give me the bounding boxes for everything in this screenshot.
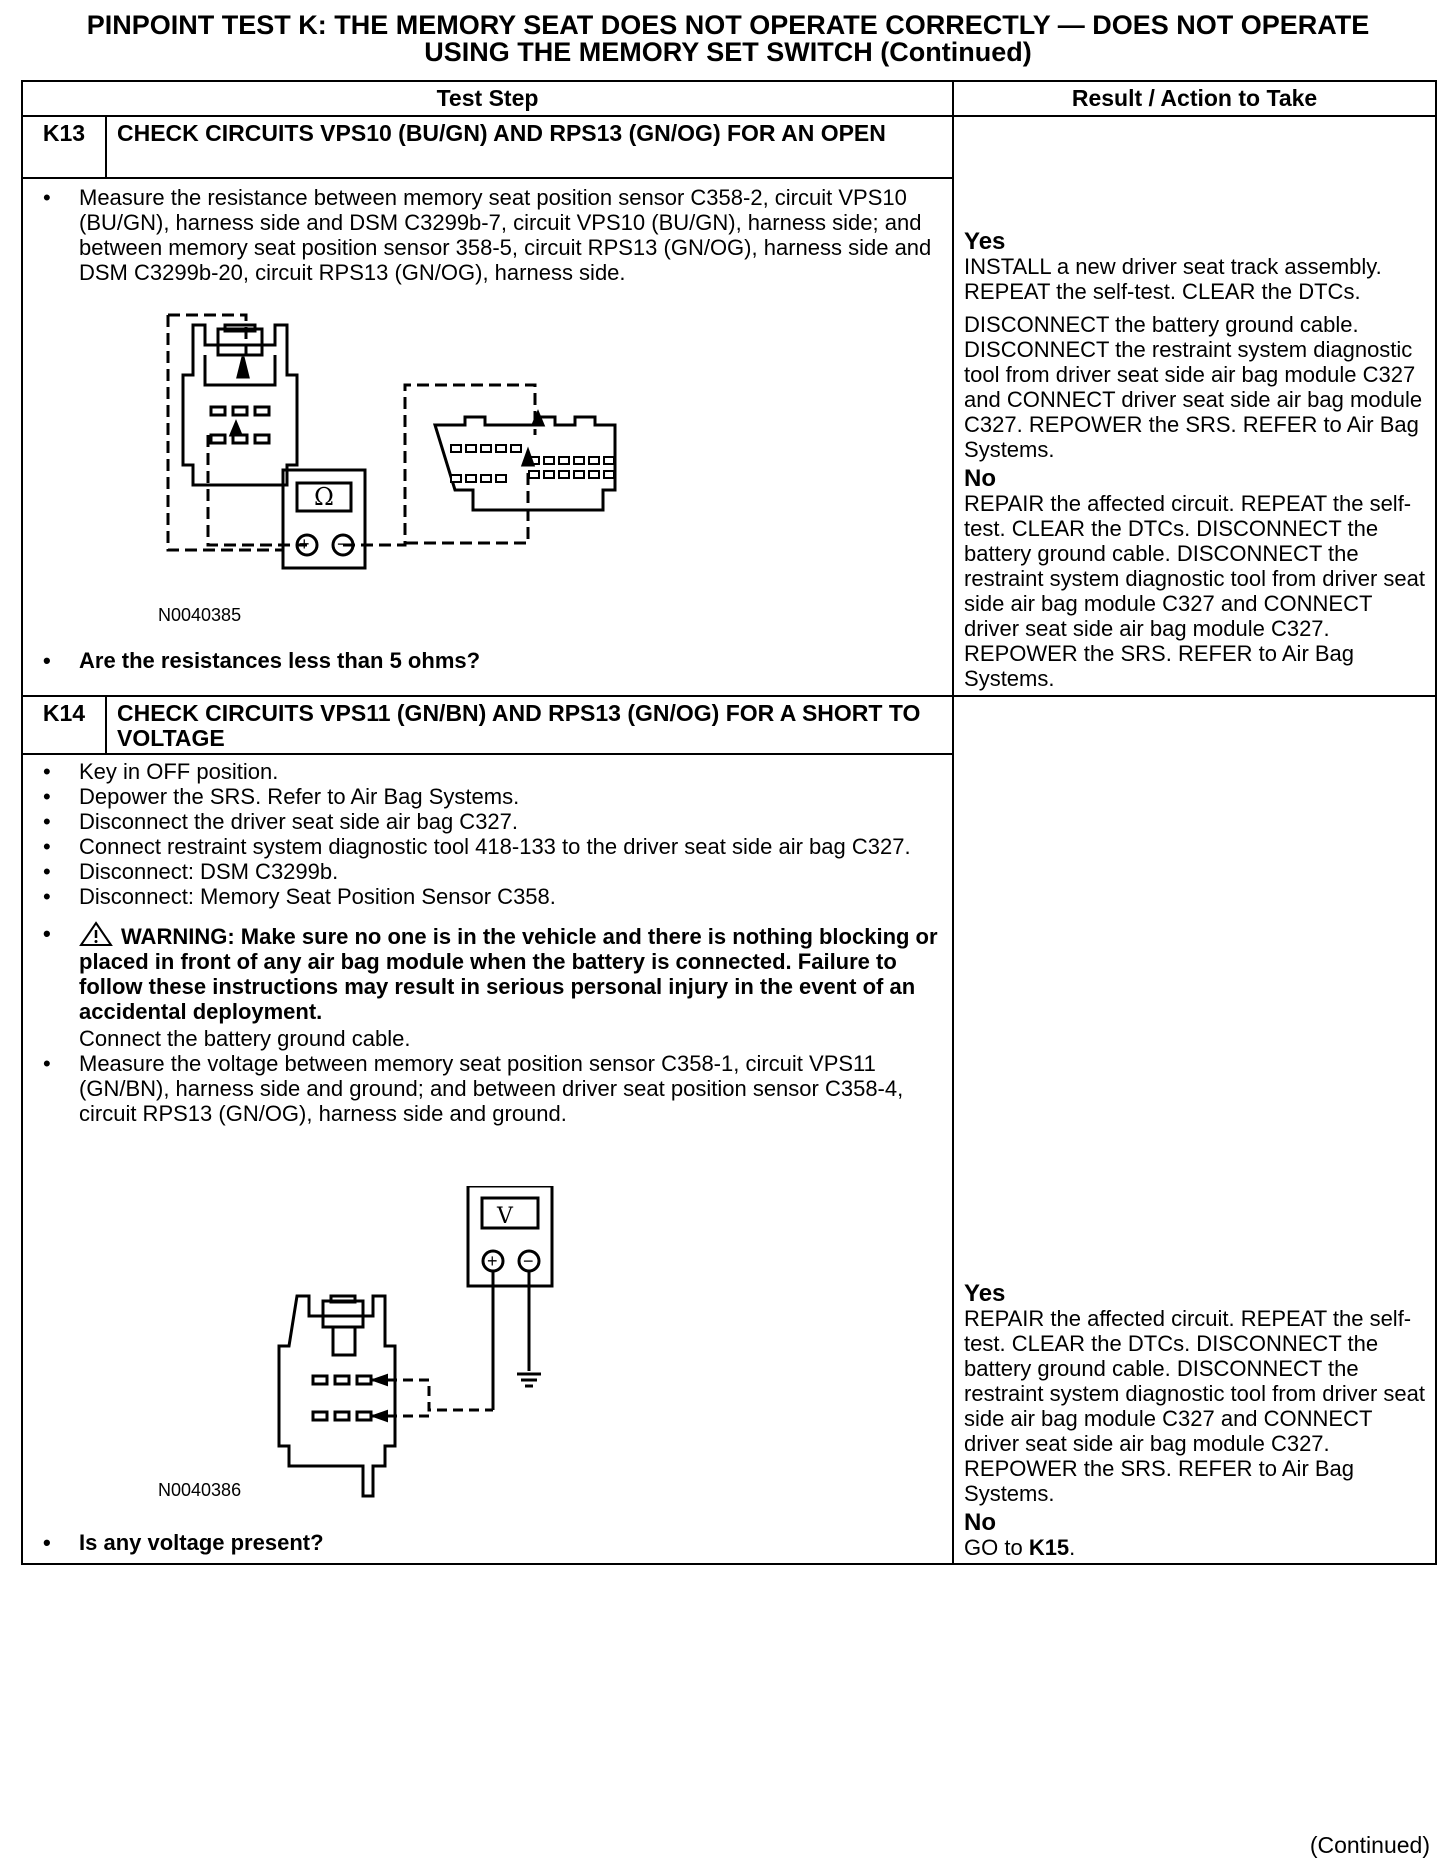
minus-terminal-k14: −: [523, 1251, 534, 1271]
question-k13: • Are the resistances less than 5 ohms?: [33, 648, 942, 673]
step-body-k14: [22, 754, 953, 1564]
pinpoint-table: [21, 80, 1437, 1565]
title-line-1: PINPOINT TEST K: THE MEMORY SEAT DOES NOT OPERATE CORRECTLY — DOES NOT OPERATE: [86, 10, 1370, 40]
yes-label-k14: Yes: [964, 1280, 1006, 1307]
yes-text2-k13: DISCONNECT the battery ground cable. DISCONNECT the restraint system diagnostic tool from driver seat side air bag module C327 and CONNECT driver seat side air bag module C327. REPOWER the SRS. REFER to Air Bag Systems.: [964, 312, 1423, 462]
result-k14: [953, 696, 1436, 1564]
voltmeter-diagram: [253, 1186, 573, 1506]
no-text-k13: REPAIR the affected circuit. REPEAT the self-test. CLEAR the DTCs. DISCONNECT the battery ground cable. DISCONNECT the restraint system diagnostic tool from driver seat side air bag module C327 and CONNECT driver seat side air bag module C327. REPOWER the SRS. REFER to Air Bag Systems.: [964, 491, 1425, 691]
meter-symbol-volt: V: [497, 1204, 513, 1229]
list-item: • Disconnect: Memory Seat Position Sensor C358.: [33, 884, 942, 909]
list-item: • Key in OFF position.: [33, 759, 942, 784]
no-label-k14: No: [964, 1509, 997, 1536]
no-text-suffix-k14: .: [1069, 1535, 1076, 1560]
figure-k14: [33, 1126, 942, 1506]
step-title-k13: CHECK CIRCUITS VPS10 (BU/GN) AND RPS13 (GN/OG) FOR AN OPEN: [106, 116, 953, 178]
plus-terminal-k14: +: [487, 1251, 498, 1271]
meter-symbol-ohm: Ω: [314, 483, 334, 511]
warning: [33, 921, 942, 1024]
list-item: • Connect restraint system diagnostic tool 418-133 to the driver seat side air bag C327.: [33, 834, 942, 859]
yes-text-k13: INSTALL a new driver seat track assembly. REPEAT the self-test. CLEAR the DTCs.: [964, 254, 1382, 304]
no-text-k14: [964, 1535, 1425, 1560]
figure-id-k14: N0040386: [158, 1480, 242, 1500]
no-label-k13: No: [964, 465, 997, 492]
page-title: [0, 12, 1456, 66]
step-list-k14: [33, 759, 942, 1024]
figure-id-k13: N0040385: [158, 605, 242, 625]
title-line-2: USING THE MEMORY SET SWITCH (Continued): [424, 37, 1032, 67]
yes-label-k13: Yes: [964, 228, 1006, 255]
plus-terminal-k13: +: [299, 534, 310, 554]
after-warning-text: Connect the battery ground cable.: [79, 1026, 411, 1051]
column-header-test-step: Test Step: [22, 81, 953, 116]
question-k14: • Is any voltage present?: [33, 1530, 942, 1555]
instruction-k13: • Measure the resistance between memory seat position sensor C358-2, circuit VPS10 (BU/GN), harness side and DSM C3299b-7, circuit VPS10 (BU/GN), harness side; and between memory seat position sensor 358-5, circuit RPS13 (GN/OG), harness side and DSM C3299b-20, circuit RPS13 (GN/OG), harness side.: [33, 185, 942, 285]
warning-icon: [79, 921, 113, 947]
list-item: • Disconnect: DSM C3299b.: [33, 859, 942, 884]
step-body-k13: [22, 178, 953, 696]
warning-text: WARNING: Make sure no one is in the vehicle and there is nothing blocking or placed in front of any air bag module when the battery is connected. Failure to follow these instructions may result in serious personal injury in the event of an accidental deployment.: [79, 924, 938, 1024]
continued-label: (Continued): [1309, 1832, 1430, 1858]
step-id-k13: K13: [22, 116, 106, 178]
ohmmeter-diagram: [133, 295, 693, 625]
no-text-prefix-k14: GO to: [964, 1535, 1029, 1560]
list-item: • Disconnect the driver seat side air bag C327.: [33, 809, 942, 834]
minus-terminal-k13: −: [337, 534, 348, 554]
measure-instruction-k14: • Measure the voltage between memory seat position sensor C358-1, circuit VPS11 (GN/BN), harness side and ground; and between driver seat position sensor C358-4, circuit RPS13 (GN/OG), harness side and ground.: [33, 1051, 942, 1126]
step-id-k14: K14: [22, 696, 106, 754]
figure-k13: [33, 285, 942, 625]
column-header-result: Result / Action to Take: [953, 81, 1436, 116]
result-k13: [953, 116, 1436, 696]
yes-text-k14: REPAIR the affected circuit. REPEAT the self-test. CLEAR the DTCs. DISCONNECT the battery ground cable. DISCONNECT the restraint system diagnostic tool from driver seat side air bag module C327 and CONNECT driver seat side air bag module C327. REPOWER the SRS. REFER to Air Bag Systems.: [964, 1306, 1425, 1506]
list-item: • Depower the SRS. Refer to Air Bag Systems.: [33, 784, 942, 809]
step-title-k14: CHECK CIRCUITS VPS11 (GN/BN) AND RPS13 (GN/OG) FOR A SHORT TO VOLTAGE: [106, 696, 953, 754]
goto-target-k14: K15: [1028, 1535, 1070, 1560]
